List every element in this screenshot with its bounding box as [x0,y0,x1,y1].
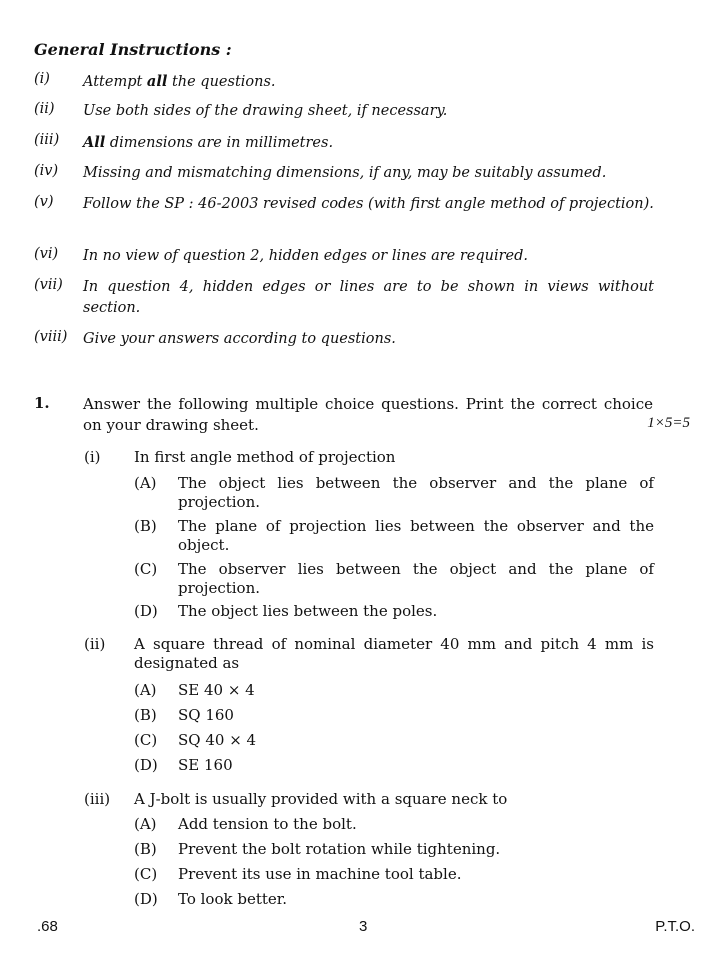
instruction-number: (viii) [34,329,68,345]
instruction-number: (iii) [34,132,60,148]
option-label: (B) [134,840,157,858]
option-text: The object lies between the poles. [178,602,438,620]
instruction-text: Follow the SP : 46-2003 revised codes (with first angle method of projection). [83,196,654,212]
option-label: (C) [134,560,158,578]
option-label: (C) [134,865,158,883]
instruction-text: In question 4, hidden edges or lines are to be shown in views without section. [83,279,654,316]
instruction-number: (vii) [34,277,63,293]
instruction-text-part: Attempt [83,74,147,90]
instruction-text: Use both sides of the drawing sheet, if necessary. [83,103,448,119]
instruction-number: (i) [34,71,50,87]
instruction-number: (ii) [34,101,55,117]
instruction-text: Missing and mismatching dimensions, if any, may be suitably assumed. [83,165,607,181]
page-number: 3 [359,918,368,935]
option-label: (D) [134,602,158,620]
instruction-text: In no view of question 2, hidden edges or lines are required. [83,248,529,264]
subquestion-text: In first angle method of projection [134,448,396,466]
instruction-text: Give your answers according to questions. [83,331,396,347]
instruction-text-part: dimensions are in millimetres. [105,135,334,151]
instruction-text-part: the questions. [167,74,276,90]
option-label: (B) [134,517,157,535]
subquestion-number: (i) [84,448,101,466]
option-label: (A) [134,815,157,833]
instruction-emphasis: All [83,134,106,151]
option-text: SE 160 [178,756,233,774]
instruction-number: (iv) [34,163,59,179]
option-text: Prevent the bolt rotation while tightening. [178,840,501,858]
subquestion-number: (ii) [84,635,106,653]
option-text: The object lies between the observer and the plane of projection. [178,474,654,511]
option-text: SQ 160 [178,706,234,724]
instruction-text [83,71,654,93]
option-label: (D) [134,890,158,908]
general-instructions-heading: General Instructions : [34,40,232,59]
question-marks: 1×5=5 [647,415,690,431]
pto-note: P.T.O. [655,918,695,935]
option-label: (D) [134,756,158,774]
option-text: Prevent its use in machine tool table. [178,865,462,883]
question-number: 1. [34,394,50,412]
option-label: (C) [134,731,158,749]
subquestion-number: (iii) [84,790,111,808]
option-text: The observer lies between the object and the plane of projection. [178,560,654,597]
question-text: Answer the following multiple choice questions. Print the correct choice on your drawing sheet. [83,395,653,434]
instruction-number: (v) [34,194,54,210]
option-text: The plane of projection lies between the observer and the object. [178,517,654,554]
option-label: (A) [134,474,157,492]
instruction-emphasis: all [146,73,168,90]
option-label: (A) [134,681,157,699]
option-label: (B) [134,706,157,724]
subquestion-text: A square thread of nominal diameter 40 mm and pitch 4 mm is designated as [134,635,654,672]
option-text: To look better. [178,890,288,908]
option-text: SE 40 × 4 [178,681,255,699]
subquestion-text: A J-bolt is usually provided with a square neck to [134,790,508,808]
instruction-text [83,132,654,154]
instruction-number: (vi) [34,246,59,262]
paper-code: .68 [37,918,58,935]
option-text: Add tension to the bolt. [178,815,357,833]
option-text: SQ 40 × 4 [178,731,257,749]
